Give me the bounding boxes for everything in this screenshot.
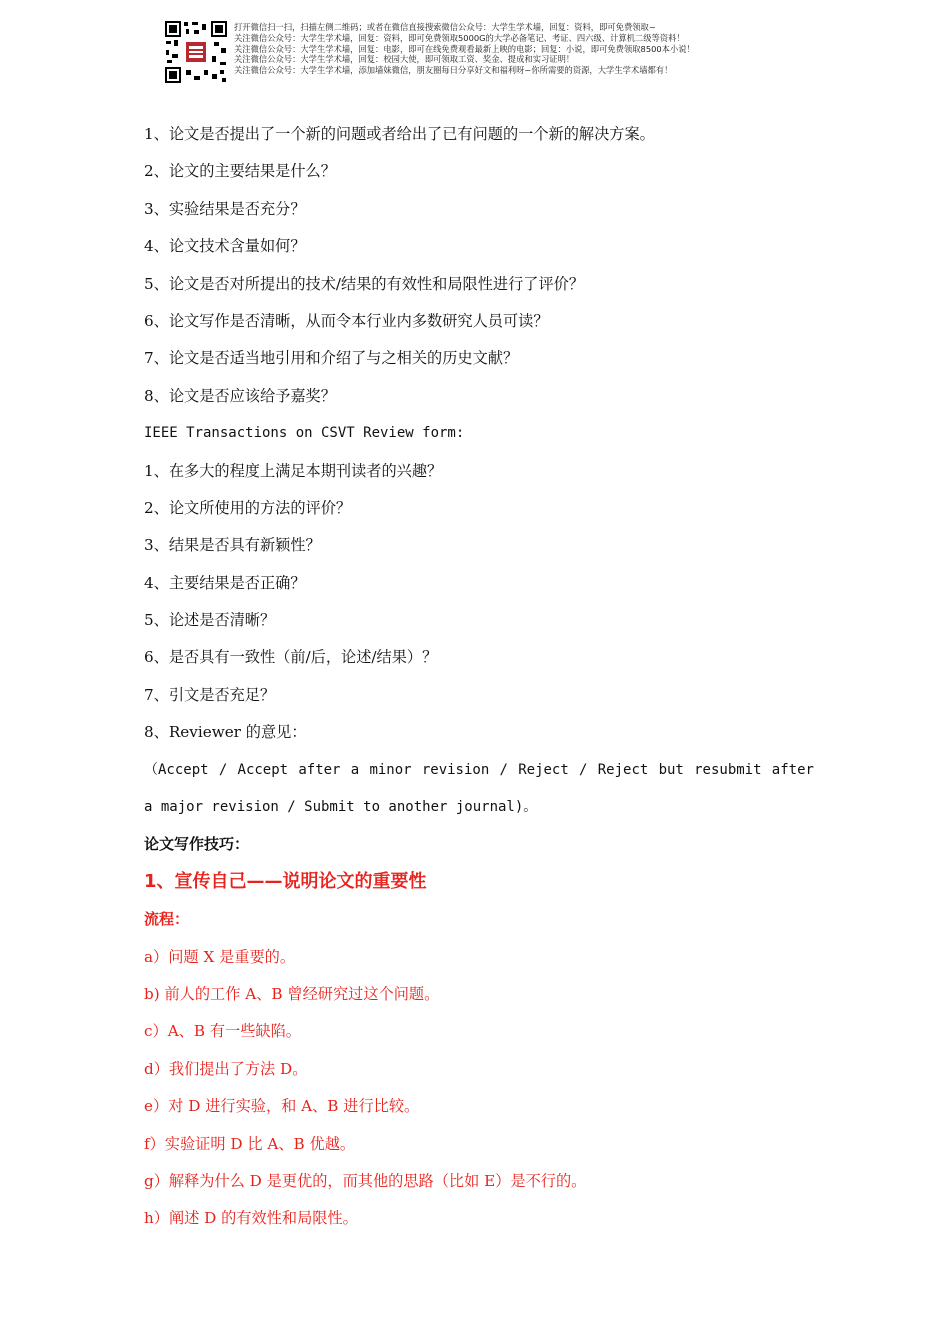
option-word: after bbox=[771, 761, 814, 778]
option-word: after bbox=[298, 761, 341, 778]
review-question: 2、论文的主要结果是什么？ bbox=[144, 162, 336, 181]
ieee-item: 6、是否具有一致性（前/后，论述/结果）？ bbox=[144, 648, 438, 667]
option-word: （Accept bbox=[144, 761, 209, 778]
flow-step: e）对 D 进行实验，和 A、B 进行比较。 bbox=[144, 1097, 420, 1116]
review-question: 7、论文是否适当地引用和介绍了与之相关的历史文献？ bbox=[144, 349, 519, 368]
review-question: 1、论文是否提出了一个新的问题或者给出了已有问题的一个新的解决方案。 bbox=[144, 125, 655, 143]
flow-label: 流程： bbox=[144, 910, 190, 929]
option-word: but bbox=[658, 761, 684, 778]
reviewer-options-line-2: a major revision / Submit to another journal)。 bbox=[144, 799, 538, 816]
writing-tips-heading: 论文写作技巧： bbox=[144, 835, 250, 854]
ieee-form-title: IEEE Transactions on CSVT Review form: bbox=[144, 425, 465, 442]
flow-step: a）问题 X 是重要的。 bbox=[144, 947, 296, 966]
review-question: 8、论文是否应该给予嘉奖？ bbox=[144, 386, 336, 405]
review-question: 5、论文是否对所提出的技术/结果的有效性和局限性进行了评价？ bbox=[144, 274, 585, 293]
qr-code-image bbox=[164, 20, 228, 84]
ieee-item: 7、引文是否充足？ bbox=[144, 685, 276, 704]
reviewer-options-line-1 bbox=[144, 758, 814, 795]
ieee-item: 1、在多大的程度上满足本期刊读者的兴趣？ bbox=[144, 461, 443, 480]
promo-line: 打开微信扫一扫，扫描左侧二维码；或者在微信直接搜索微信公众号：大学生学术墙，回复：资料，即可免费领取~ bbox=[234, 22, 656, 32]
promo-header bbox=[164, 18, 764, 88]
document-body bbox=[144, 122, 814, 1244]
option-word: / bbox=[579, 761, 588, 778]
ieee-item: 2、论文所使用的方法的评价？ bbox=[144, 498, 352, 517]
review-question: 4、论文技术含量如何？ bbox=[144, 237, 306, 256]
flow-step: b) 前人的工作 A、B 曾经研究过这个问题。 bbox=[144, 984, 440, 1003]
flow-step: h）阐述 D 的有效性和局限性。 bbox=[144, 1209, 358, 1228]
ieee-item: 5、论述是否清晰？ bbox=[144, 611, 276, 630]
promo-text bbox=[234, 22, 764, 76]
section-heading: 1、宣传自己——说明论文的重要性 bbox=[144, 870, 427, 892]
option-word: revision bbox=[421, 761, 490, 778]
option-word: / bbox=[499, 761, 508, 778]
ieee-item: 4、主要结果是否正确？ bbox=[144, 573, 306, 592]
promo-line: 关注微信公众号：大学生学术墙，回复：资料，即可免费领取5000G的大学必备笔记、考证、四六级、计算机二级等资料！ bbox=[234, 32, 685, 43]
flow-step: f）实验证明 D 比 A、B 优越。 bbox=[144, 1134, 356, 1153]
promo-line: 关注微信公众号：大学生学术墙，回复：电影，即可在线免费观看最新上映的电影；回复：小说，即可免费领取8500本小说！ bbox=[234, 43, 695, 54]
ieee-item: 8、Reviewer 的意见： bbox=[144, 723, 307, 742]
option-word: a bbox=[350, 761, 360, 778]
ieee-item: 3、结果是否具有新颖性？ bbox=[144, 536, 321, 555]
flow-step: c）A、B 有一些缺陷。 bbox=[144, 1022, 301, 1041]
option-word: minor bbox=[369, 761, 412, 778]
promo-line: 关注微信公众号：大学生学术墙，添加墙妹微信，朋友圈每日分享好文和福利呀~你所需要的资源，大学生学术墙都有！ bbox=[234, 65, 673, 76]
review-question: 3、实验结果是否充分？ bbox=[144, 199, 306, 218]
flow-step: g）解释为什么 D 是更优的，而其他的思路（比如 E）是不行的。 bbox=[144, 1171, 587, 1190]
option-word: Reject bbox=[518, 761, 569, 778]
promo-line: 关注微信公众号：大学生学术墙，回复：校园大使，即可领取工资、奖金、提成和实习证明！ bbox=[234, 54, 575, 65]
flow-step: d）我们提出了方法 D。 bbox=[144, 1059, 308, 1078]
option-word: resubmit bbox=[694, 761, 762, 778]
option-word: / bbox=[218, 761, 228, 778]
option-word: Accept bbox=[237, 761, 289, 778]
review-question: 6、论文写作是否清晰，从而令本行业内多数研究人员可读？ bbox=[144, 311, 549, 330]
option-word: Reject bbox=[597, 761, 649, 778]
